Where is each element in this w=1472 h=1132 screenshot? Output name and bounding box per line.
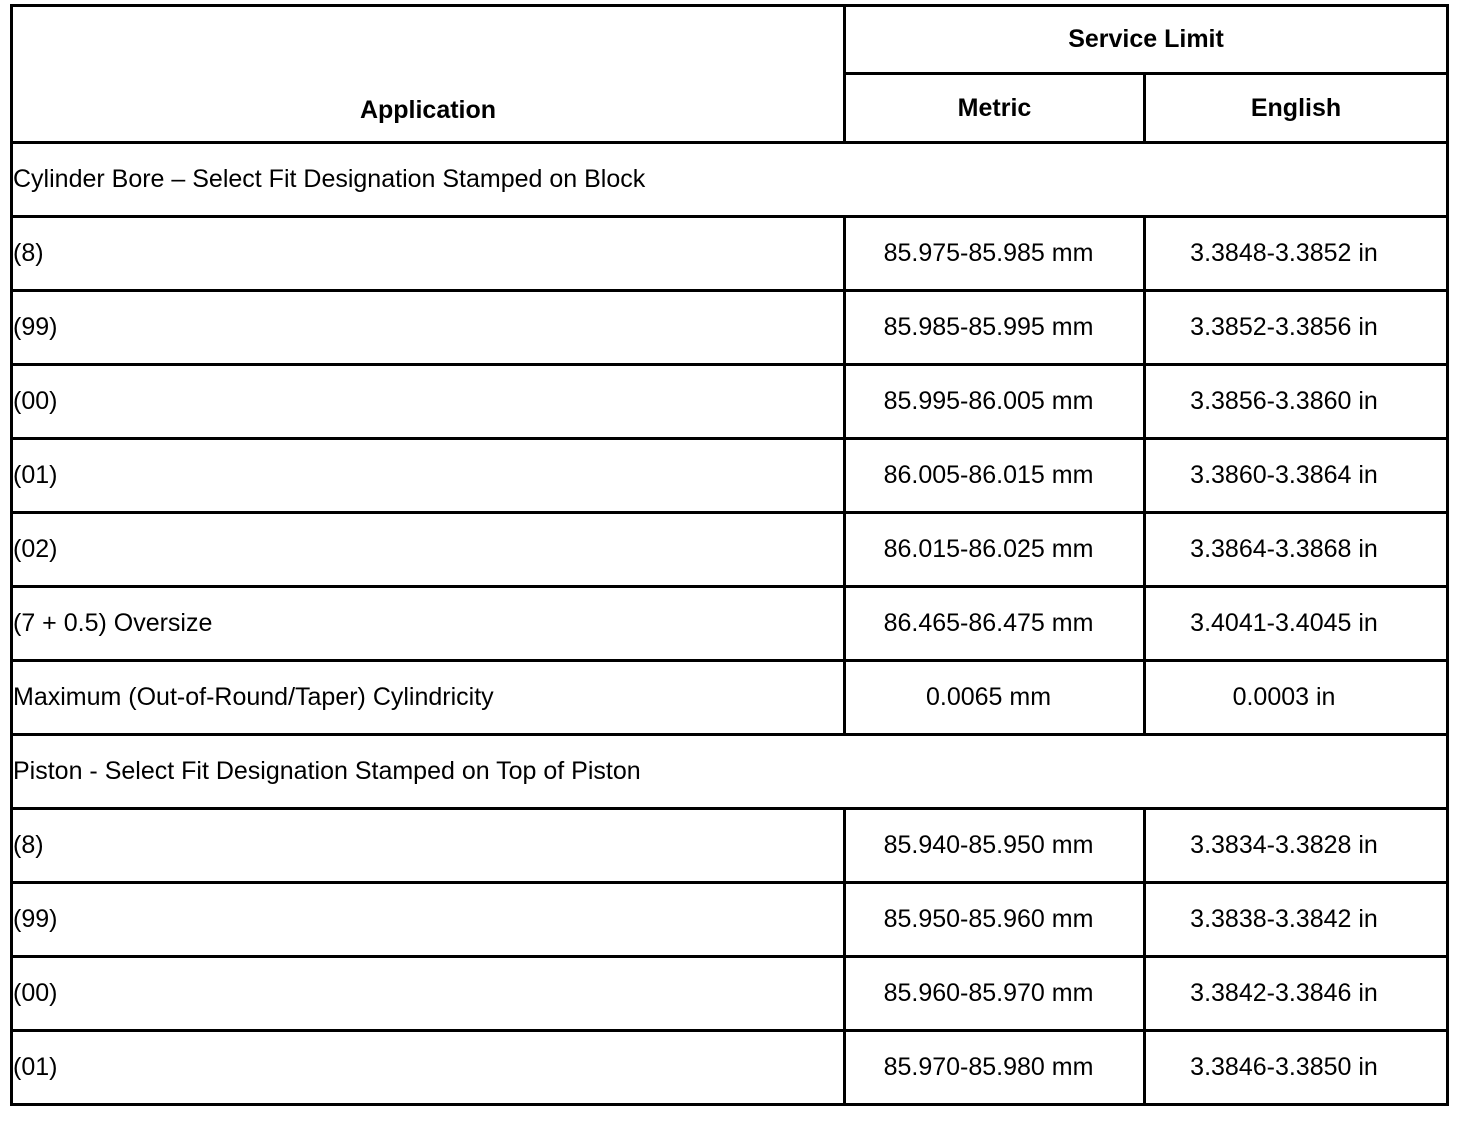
- table-row: [12, 365, 1448, 439]
- cell-metric: 85.970-85.980 mm: [845, 1031, 1145, 1105]
- cell-application: (7 + 0.5) Oversize: [12, 587, 845, 661]
- table-row: [12, 883, 1448, 957]
- table-row: [12, 957, 1448, 1031]
- cell-english: 0.0003 in: [1145, 661, 1448, 735]
- header-english: English: [1145, 74, 1448, 143]
- cell-metric: 85.995-86.005 mm: [845, 365, 1145, 439]
- cell-application: (01): [12, 1031, 845, 1105]
- cell-application: (8): [12, 217, 845, 291]
- cell-application: (99): [12, 291, 845, 365]
- cell-english: 3.3846-3.3850 in: [1145, 1031, 1448, 1105]
- cell-application: (02): [12, 513, 845, 587]
- cell-application: (99): [12, 883, 845, 957]
- cell-english: 3.3834-3.3828 in: [1145, 809, 1448, 883]
- cell-metric: 0.0065 mm: [845, 661, 1145, 735]
- table-row: [12, 1031, 1448, 1105]
- table-row: [12, 661, 1448, 735]
- cell-english: 3.3860-3.3864 in: [1145, 439, 1448, 513]
- table-row: [12, 439, 1448, 513]
- section-header-row: [12, 735, 1448, 809]
- table-row: [12, 291, 1448, 365]
- cell-metric: 85.960-85.970 mm: [845, 957, 1145, 1031]
- cell-english: 3.3864-3.3868 in: [1145, 513, 1448, 587]
- cell-application: (8): [12, 809, 845, 883]
- header-metric: Metric: [845, 74, 1145, 143]
- cell-application: (00): [12, 365, 845, 439]
- cell-metric: 86.005-86.015 mm: [845, 439, 1145, 513]
- cell-english: 3.3856-3.3860 in: [1145, 365, 1448, 439]
- table-row: [12, 513, 1448, 587]
- cell-metric: 85.950-85.960 mm: [845, 883, 1145, 957]
- cell-english: 3.3842-3.3846 in: [1145, 957, 1448, 1031]
- section-title-piston: Piston - Select Fit Designation Stamped on Top of Piston: [12, 735, 1448, 809]
- header-service-limit: Service Limit: [845, 6, 1448, 74]
- section-title-cylinder-bore: Cylinder Bore – Select Fit Designation Stamped on Block: [12, 143, 1448, 217]
- cell-metric: 85.940-85.950 mm: [845, 809, 1145, 883]
- table-row: [12, 587, 1448, 661]
- section-header-row: [12, 143, 1448, 217]
- cell-application: Maximum (Out-of-Round/Taper) Cylindricity: [12, 661, 845, 735]
- cell-english: 3.3852-3.3856 in: [1145, 291, 1448, 365]
- cell-application: (00): [12, 957, 845, 1031]
- cell-application: (01): [12, 439, 845, 513]
- cell-metric: 86.015-86.025 mm: [845, 513, 1145, 587]
- cell-english: 3.3848-3.3852 in: [1145, 217, 1448, 291]
- cell-metric: 86.465-86.475 mm: [845, 587, 1145, 661]
- cell-english: 3.3838-3.3842 in: [1145, 883, 1448, 957]
- cell-english: 3.4041-3.4045 in: [1145, 587, 1448, 661]
- table-row: [12, 809, 1448, 883]
- cell-metric: 85.985-85.995 mm: [845, 291, 1145, 365]
- specifications-table: [10, 4, 1449, 1106]
- cell-metric: 85.975-85.985 mm: [845, 217, 1145, 291]
- table-row: [12, 217, 1448, 291]
- header-application: Application: [12, 6, 845, 143]
